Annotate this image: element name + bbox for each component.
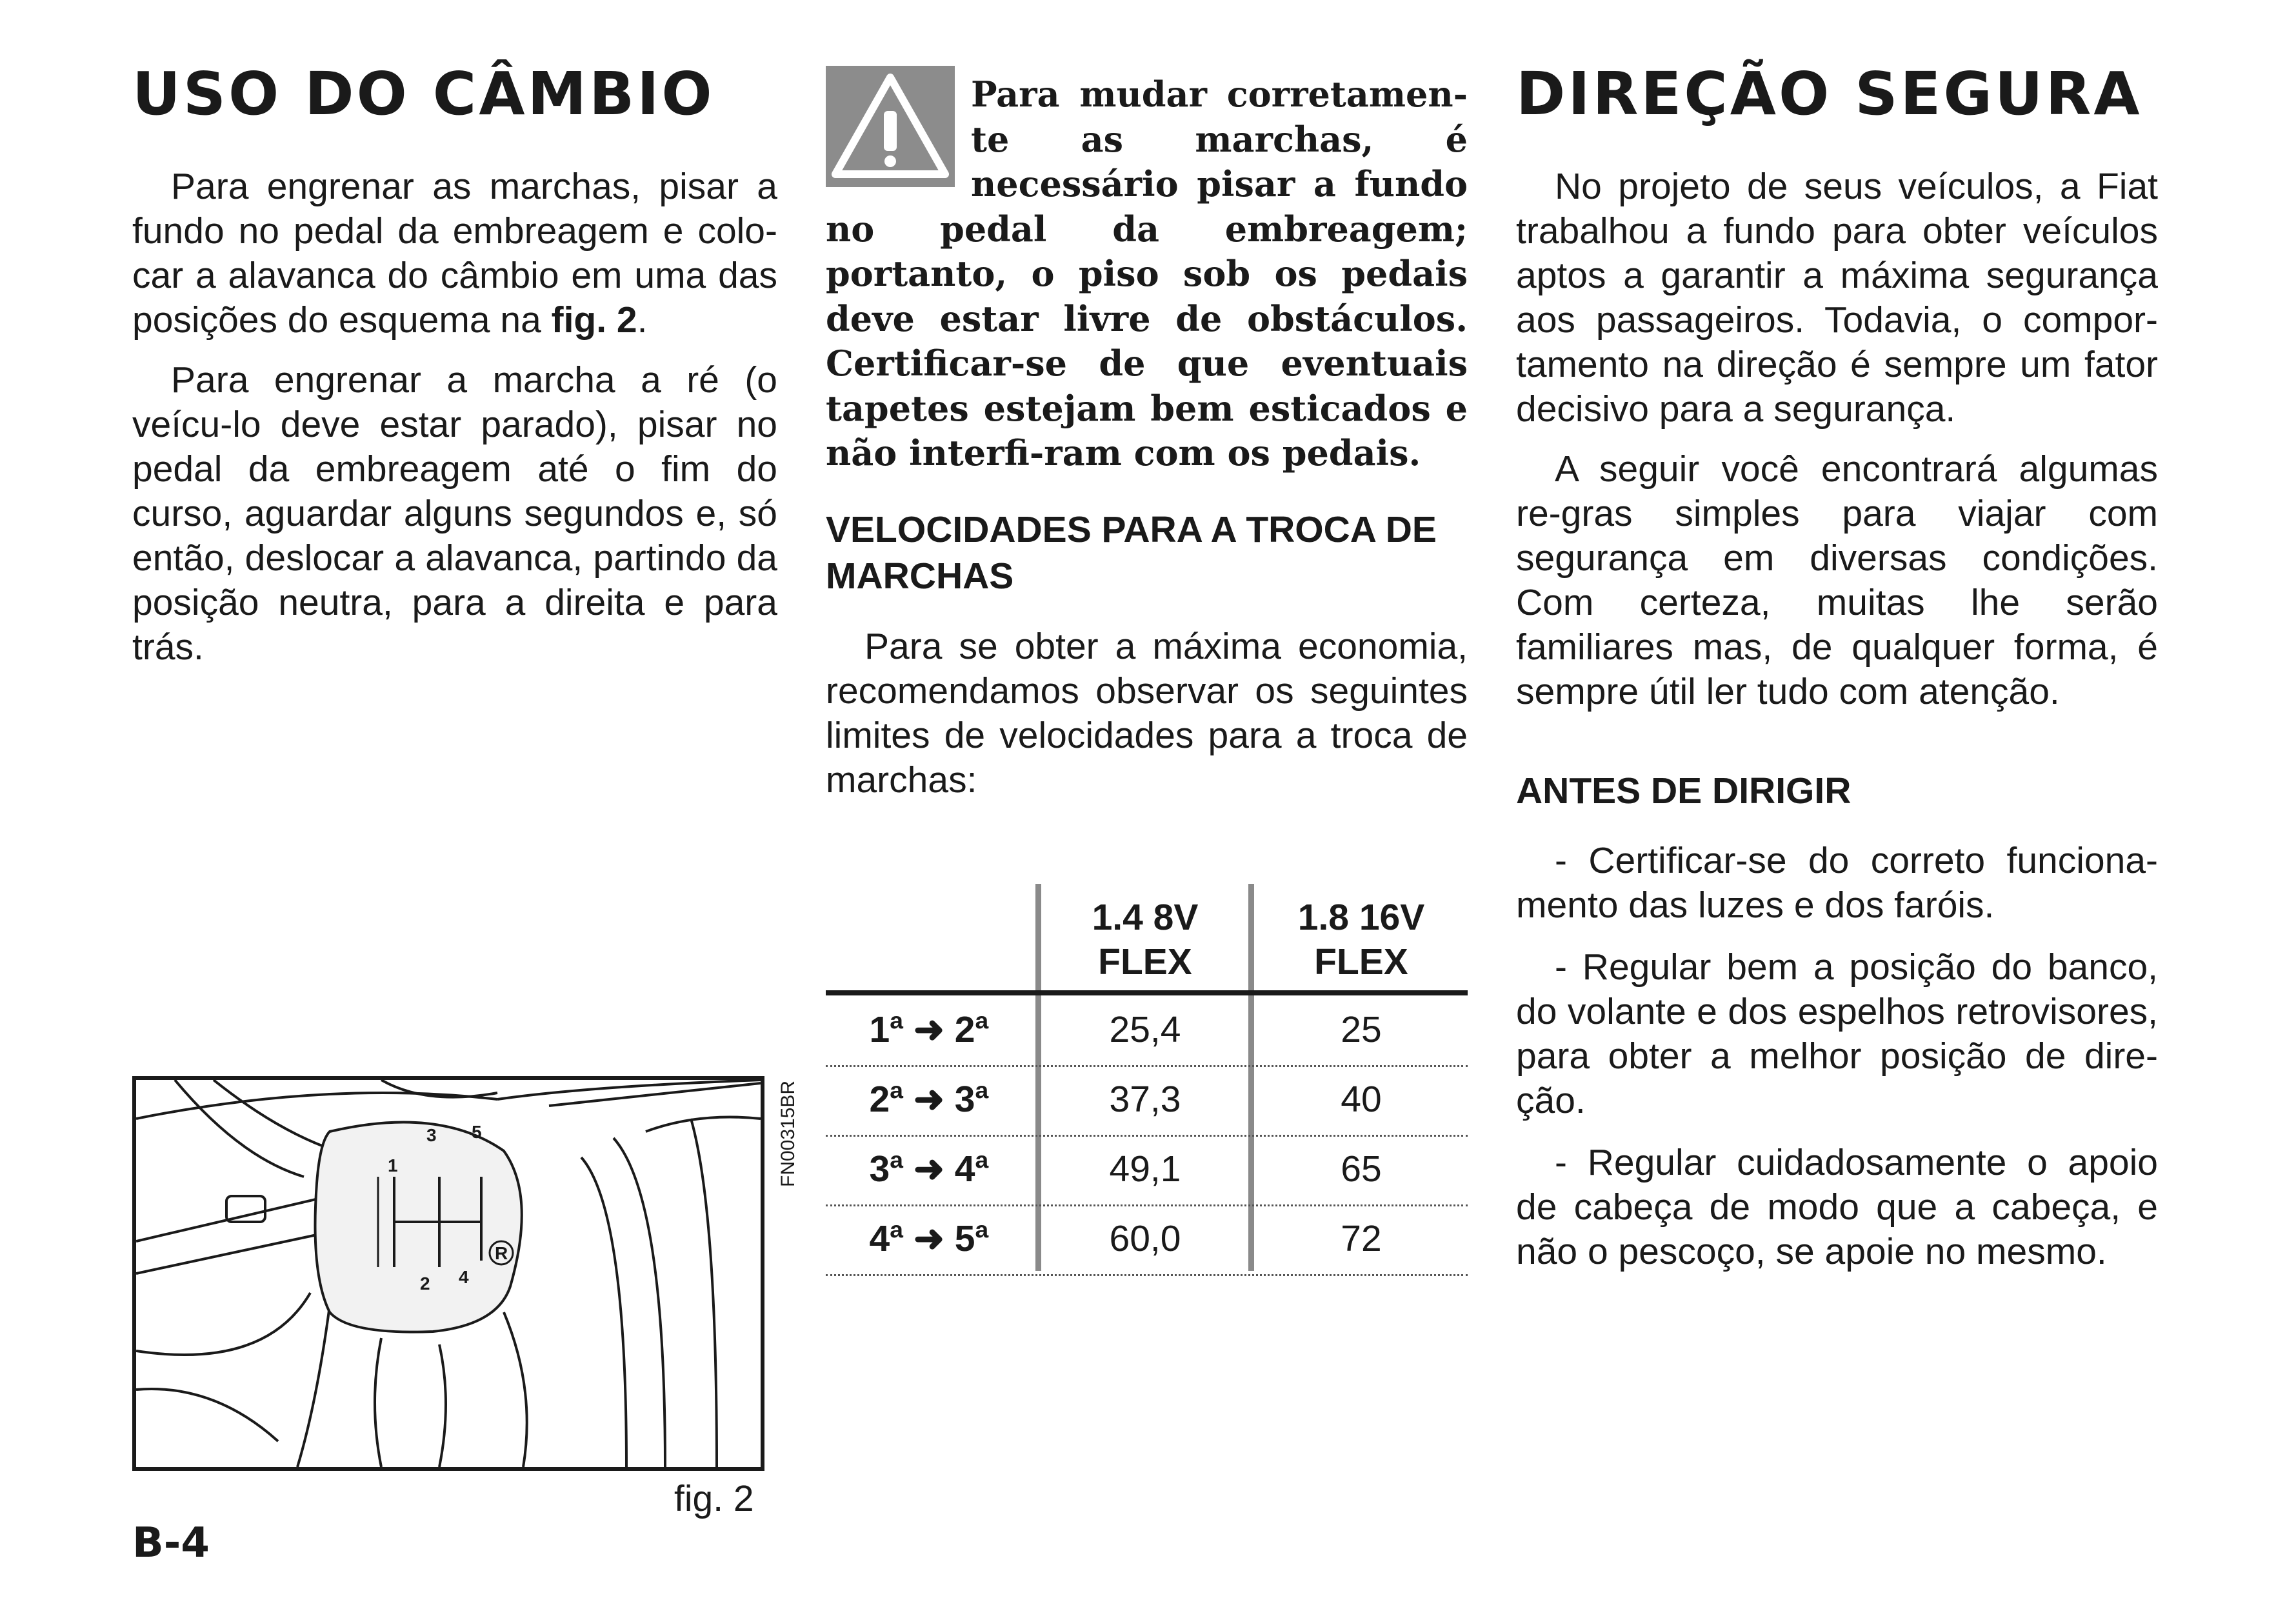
section-heading-speeds: VELOCIDADES PARA A TROCA DE MARCHAS [826, 509, 1437, 597]
paragraph-text: Para engrenar a marcha a ré (o veícu-lo deve estar parado), pisar no pedal da embreagem até o fim do curso, aguardar alguns segundos e, só então, deslocar a alavanca, partindo da posição neutra, para a direita e para trás. [132, 359, 777, 668]
table-header-col1 [1042, 895, 1248, 984]
figure-reference-link[interactable]: fig. 2 [551, 299, 637, 341]
gear-from: 4ª [869, 1218, 904, 1259]
gearshift-figure [132, 1076, 764, 1471]
section-title-safe-driving: DIREÇÃO SEGURA [1516, 59, 2142, 128]
paragraph-text: Para engrenar as marchas, pisar a fundo no pedal da embreagem e colo-car a alavanca do câmbio em uma das posições do esquema na [132, 166, 777, 341]
gear-knob-illustration [136, 1080, 761, 1467]
paragraph-text: A seguir você encontrará algumas re-gras simples para viajar com segurança em diversas condições. Com certeza, muitas lhe serão familiares mas, de qualquer forma, é sempre útil ler tudo com atenção. [1516, 448, 2158, 712]
paragraph-speeds [826, 624, 1468, 803]
speed-cell: 40 [1341, 1079, 1382, 1120]
table-header-col2 [1255, 895, 1468, 984]
gear-label-5: 5 [472, 1122, 482, 1142]
paragraph-text: Para se obter a máxima economia, recomendamos observar os seguintes limites de velocidades para a troca de marchas: [826, 626, 1468, 801]
warning-body: Para mudar corretamen-te as marchas, é necessário pisar a fundo no pedal da embreagem; portanto, o piso sob os pedais deve estar livre de obstáculos. Certificar-se de que eventuais tapetes estejam bem esticados e não interfi-ram com os pedais. [826, 74, 1468, 474]
gear-label-3: 3 [426, 1125, 437, 1145]
paragraph-gearshift-2 [132, 358, 777, 670]
gear-change-cell [826, 1217, 1032, 1260]
table-row [826, 1065, 1468, 1137]
gear-from: 3ª [869, 1148, 904, 1190]
list-item [1516, 839, 2158, 928]
paragraph-text: No projeto de seus veículos, a Fiat trabalhou a fundo para obter veículos aptos a garantir a máxima segurança aos passageiros. Todavia, o compor-tamento na direção é sempre um fator decisivo para a segurança. [1516, 166, 2158, 430]
arrow-right-icon: ➜ [913, 1009, 944, 1050]
list-item [1516, 1141, 2158, 1274]
table-row [826, 995, 1468, 1067]
speed-cell: 65 [1341, 1148, 1382, 1190]
table-row [826, 1135, 1468, 1206]
speed-cell: 72 [1341, 1218, 1382, 1259]
gear-label-2: 2 [420, 1273, 430, 1293]
gear-from: 2ª [869, 1079, 904, 1120]
gear-from: 1ª [869, 1009, 904, 1050]
list-item-text: - Regular cuidadosamente o apoio de cabeça de modo que a cabeça, e não o pescoço, se apoie no mesmo. [1516, 1142, 2158, 1272]
list-item-text: - Certificar-se do correto funciona-mento das luzes e dos faróis. [1516, 840, 2158, 926]
page-number: B-4 [132, 1519, 210, 1567]
speed-cell: 37,3 [1109, 1079, 1181, 1120]
speed-cell: 60,0 [1109, 1218, 1181, 1259]
gear-to: 4ª [954, 1148, 989, 1190]
header-line: FLEX [1098, 941, 1192, 983]
paragraph-gearshift-1 [132, 165, 777, 343]
gear-change-cell [826, 1078, 1032, 1121]
arrow-right-icon: ➜ [913, 1148, 944, 1190]
gear-change-cell [826, 1008, 1032, 1051]
gear-label-reverse: R [495, 1243, 508, 1263]
table-row [826, 1204, 1468, 1276]
gear-label-4: 4 [459, 1267, 469, 1287]
speed-cell: 25 [1341, 1009, 1382, 1050]
gear-to: 3ª [954, 1079, 989, 1120]
paragraph-safe-driving-1 [1516, 165, 2158, 432]
gear-to: 2ª [954, 1009, 989, 1050]
gear-label-1: 1 [388, 1155, 398, 1175]
section-heading-before-driving: ANTES DE DIRIGIR [1516, 770, 1852, 812]
paragraph-end: . [637, 299, 648, 341]
list-item [1516, 945, 2158, 1123]
table-header-rule [826, 990, 1468, 995]
gear-change-cell [826, 1148, 1032, 1190]
speed-cell: 25,4 [1109, 1009, 1181, 1050]
header-line: 1.4 8V [1092, 897, 1199, 938]
warning-text [826, 72, 1468, 476]
header-line: 1.8 16V [1297, 897, 1425, 938]
header-line: FLEX [1314, 941, 1408, 983]
figure-caption: fig. 2 [674, 1478, 754, 1519]
section-title-gearshift: USO DO CÂMBIO [132, 59, 715, 128]
speed-cell: 49,1 [1109, 1148, 1181, 1190]
paragraph-safe-driving-2 [1516, 447, 2158, 714]
gear-to: 5ª [954, 1218, 989, 1259]
list-item-text: - Regular bem a posição do banco, do volante e dos espelhos retrovisores, para obter a melhor posição de dire-ção. [1516, 946, 2158, 1121]
figure-code: FN00315BR [777, 1080, 799, 1187]
arrow-right-icon: ➜ [913, 1218, 944, 1259]
arrow-right-icon: ➜ [913, 1079, 944, 1120]
